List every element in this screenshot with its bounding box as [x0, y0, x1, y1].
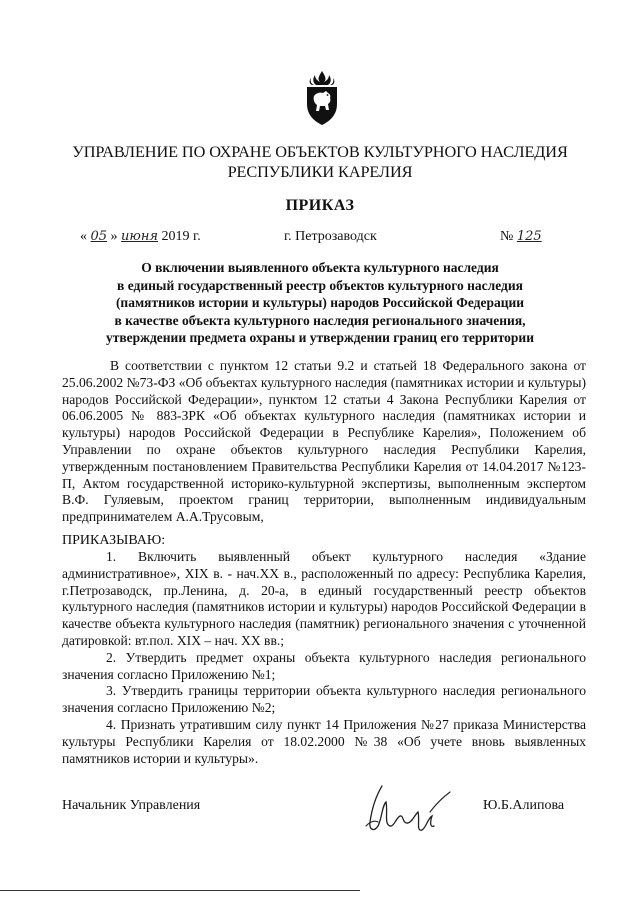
quote-open: «	[80, 229, 87, 244]
title-line-5: утверждении предмета охраны и утверждении границ его территории	[106, 330, 534, 346]
document-title	[80, 259, 560, 347]
quote-close: »	[110, 229, 118, 244]
order-item-2: 2. Утвердить предмет охраны объекта культурного наследия регионального значения согласно Приложению №1;	[62, 649, 586, 682]
order-items	[62, 549, 586, 767]
title-line-4: в качестве объекта культурного наследия регионального значения,	[114, 312, 526, 328]
document-number	[500, 229, 542, 245]
date-year: 2019 г.	[161, 229, 201, 244]
organization-line-1: УПРАВЛЕНИЕ ПО ОХРАНЕ ОБЪЕКТОВ КУЛЬТУРНОГО НАСЛЕДИЯ	[72, 142, 568, 161]
number-label: №	[500, 229, 514, 244]
number-value: 125	[516, 229, 542, 244]
title-line-3: (памятников истории и культуры) народов Российской Федерации	[115, 295, 525, 311]
signatory-name: Ю.Б.Алипова	[483, 798, 565, 813]
title-line-2: в единый государственный реестр объектов культурного наследия	[117, 277, 523, 293]
footer-rule	[0, 890, 360, 891]
intro-paragraph: В соответствии с пунктом 12 статьи 9.2 и статьей 18 Федерального закона от 25.06.2002 №73-ФЗ «Об объектах культурного наследия (памятниках истории и культуры) народов Российской Федерации», пунктом 12 статьи 4 Закона Республики Карелия от 06.06.2005 № 883-ЗРК «Об объектах культурного наследия (памятниках истории и культуры) народов Российской Федерации в Республике Карелия», Положением об Управлении по охране объектов культурного наследия Республики Карелия, утвержденным постановлением Правительства Республики Карелия от 14.04.2017 №123-П, Актом государственной историко-культурной экспертизы, выполненным экспертом В.Ф. Гуляевым, проектом границ территории, выполненным индивидуальным предпринимателем А.А.Трусовым,	[62, 358, 586, 525]
document-city: г. Петрозаводск	[284, 229, 377, 244]
signature-icon	[360, 782, 460, 838]
date-day: 05	[90, 229, 108, 244]
signatory-role: Начальник Управления	[62, 798, 201, 813]
title-line-1: О включении выявленного объекта культурного наследия	[141, 260, 499, 275]
order-item-3: 3. Утвердить границы территории объекта культурного наследия регионального значения согласно Приложению №2;	[62, 683, 586, 716]
document-date	[80, 229, 201, 245]
order-item-4: 4. Признать утратившим силу пункт 14 Приложения №27 приказа Министерства культуры Республики Карелия от 18.02.2000 №38 «Об учете вновь выявленных памятников истории и культуры».	[62, 716, 586, 766]
date-month: июня	[121, 229, 159, 244]
order-item-1: 1. Включить выявленный объект культурного наследия «Здание административное», XIX в. - нач.XX в., расположенный по адресу: Республика Карелия, г.Петрозаводск, пр.Ленина, д. 20-а, в единый государственный реестр объектов культурного наследия (памятников истории и культуры) народов Российской Федерации в качестве объекта культурного наследия (памятник) регионального значения с уточненной датировкой: вт.пол. XIX – нач. XX вв.;	[62, 549, 586, 648]
document-type: ПРИКАЗ	[285, 197, 355, 214]
order-word: ПРИКАЗЫВАЮ:	[62, 533, 166, 548]
organization-line-2: РЕСПУБЛИКИ КАРЕЛИЯ	[227, 162, 413, 181]
organization-name	[60, 142, 580, 182]
coat-of-arms-icon	[302, 70, 342, 126]
